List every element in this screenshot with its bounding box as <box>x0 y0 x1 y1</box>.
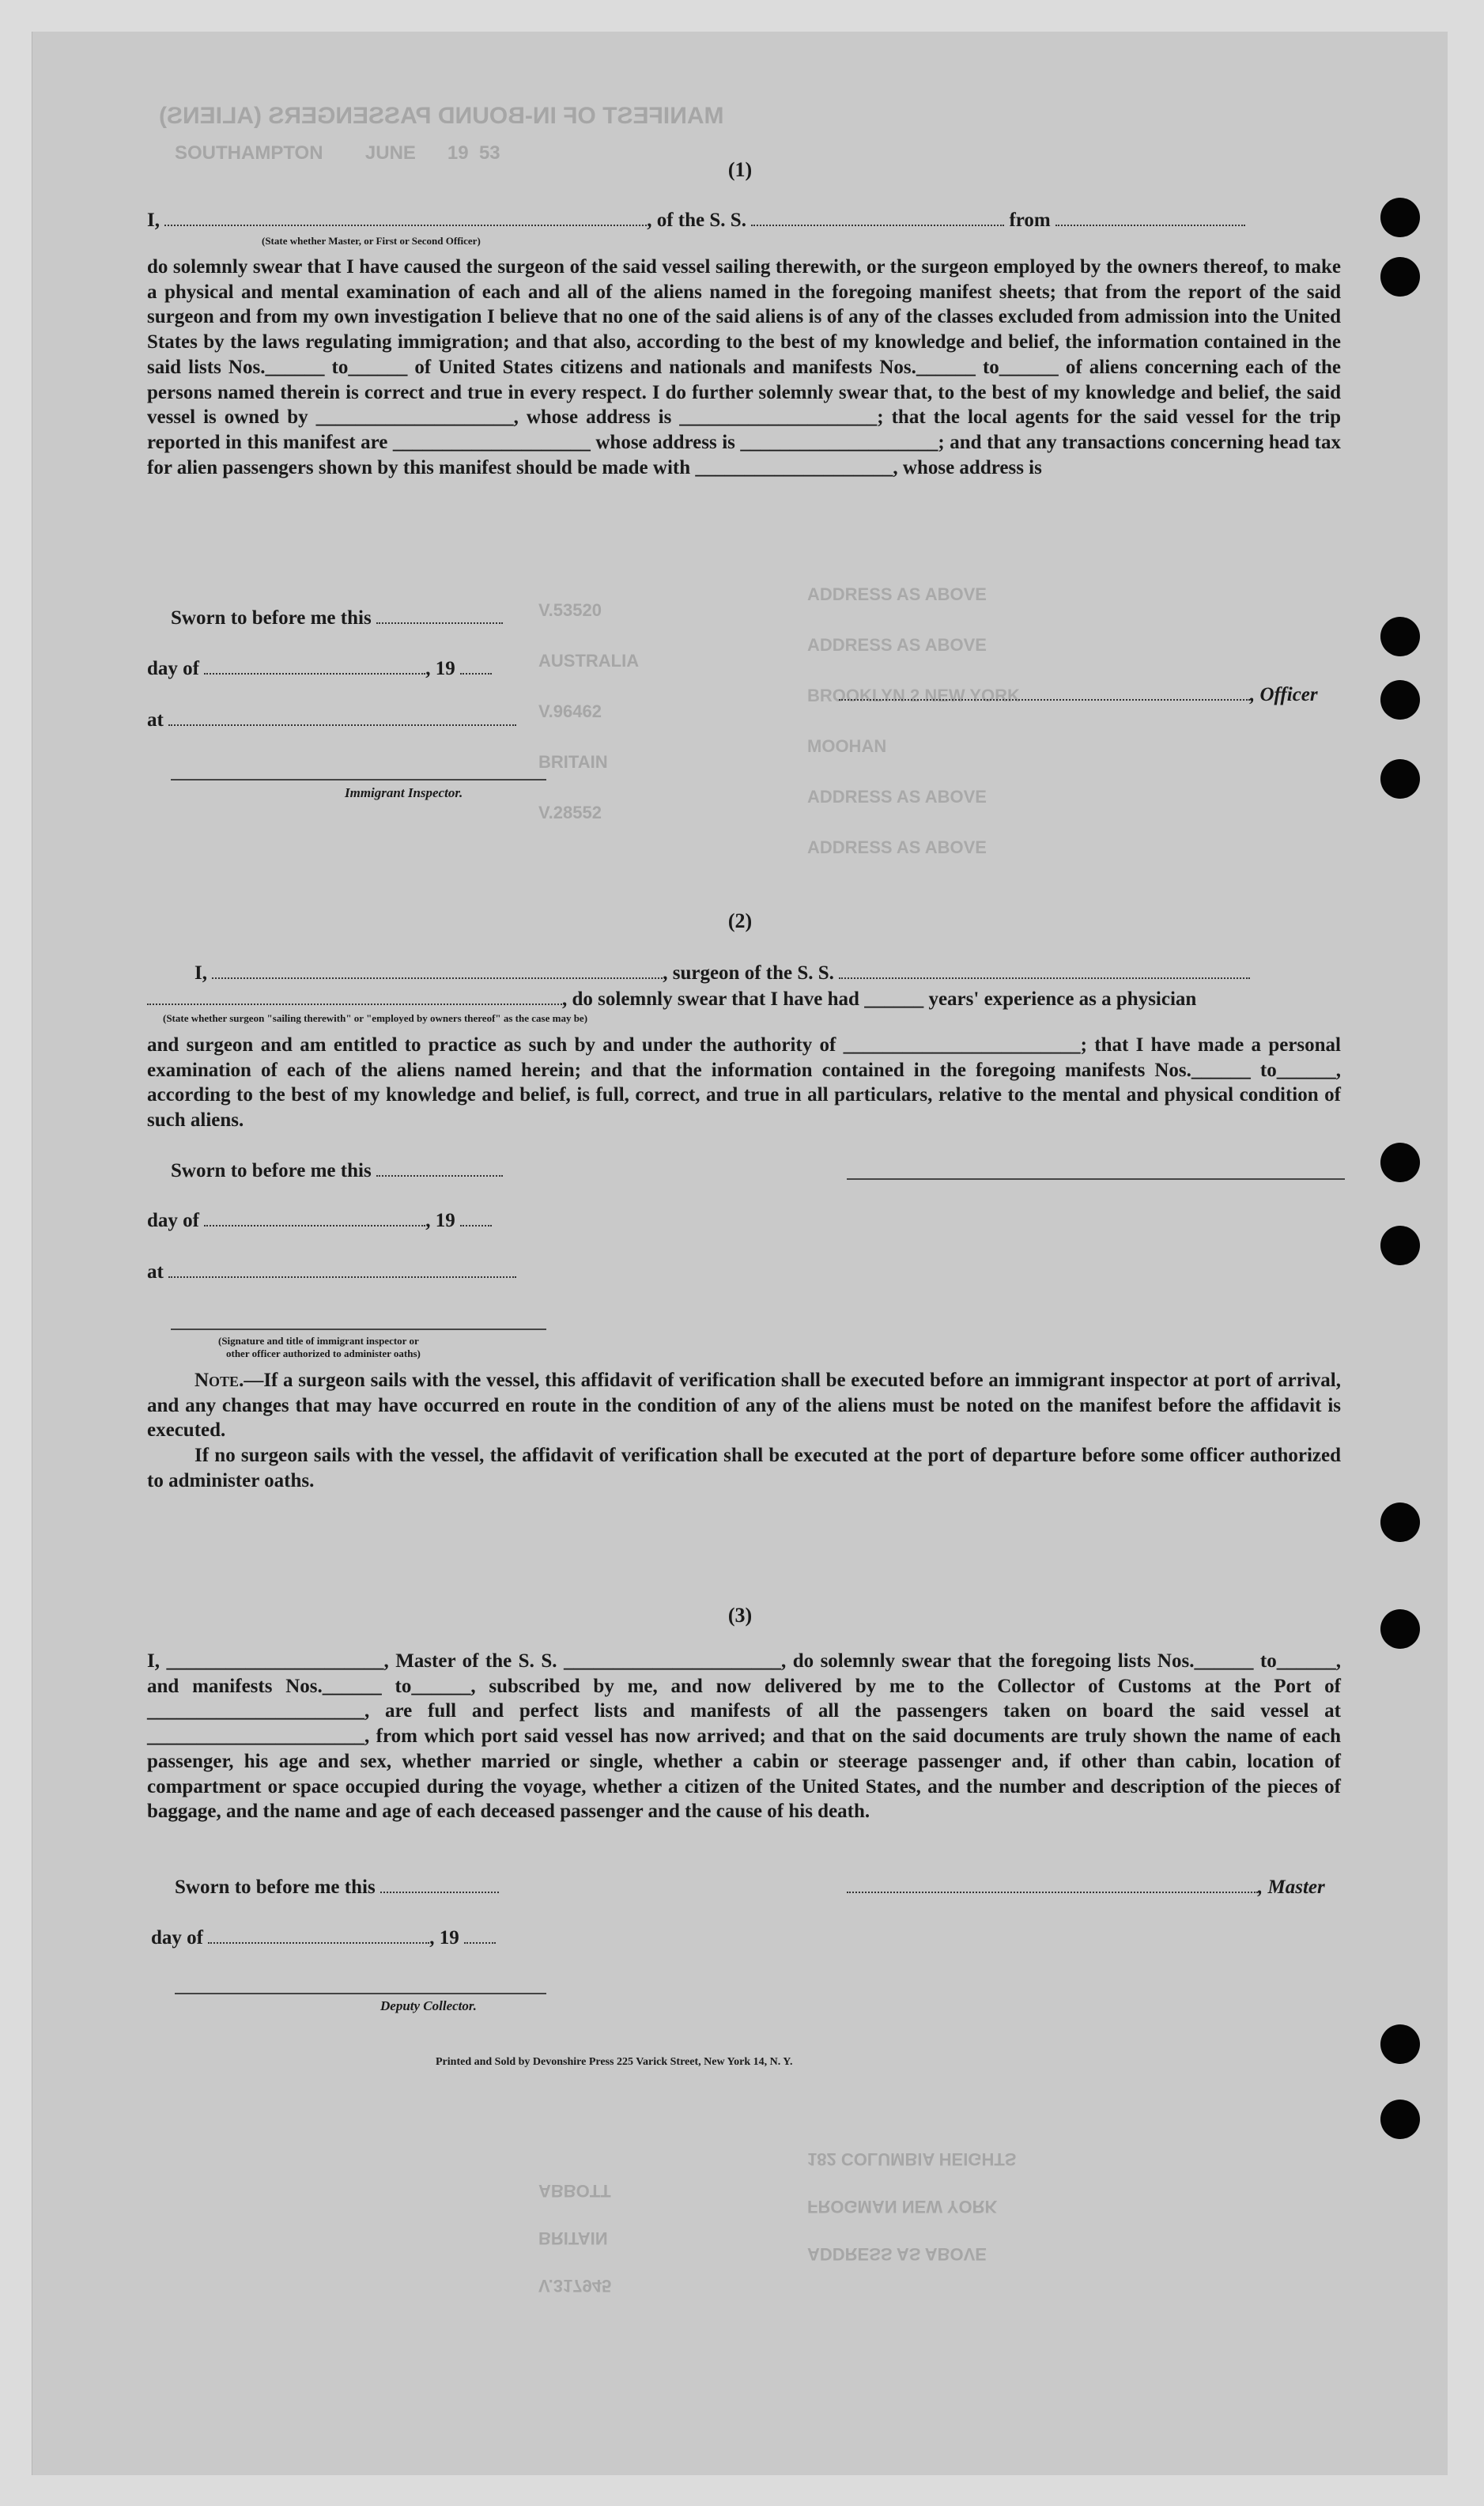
section-3-affidavit-text: I, ______________________, Master of the S. S. ______________________, do solemnly swear that the foregoing lists Nos.______ to______, and manifests Nos.______ to______, subscribed by me, and now delivered by me to the Collector of Customs at the Port of ______________________, are full and perfect lists and manifests of all the passengers taken on board the said vessel at ______________________, from which port said vessel has now arrived; and that on the said documents are truly shown the name of each passenger, his age and sex, whether married or single, whether a cabin or steerage passenger and, if other than cabin, location of compartment or space occupied during the voyage, whether a citizen of the United States, and the number and description of the pieces of baggage, and the name and age of each deceased passenger and the cause of his death. <box>147 1650 1341 1823</box>
section-3-day-line: day of , 19 <box>151 1927 496 1949</box>
from-port-blank <box>1055 224 1245 226</box>
note-paragraph-1: Note.—If a surgeon sails with the vessel, this affidavit of verification shall be executed before an immigrant inspector at port of arrival, and any changes that may have occurred en route in the condition of any of the aliens must be noted on the manifest before the affidavit is executed. <box>147 1370 1341 1442</box>
binder-hole <box>1380 1502 1420 1542</box>
master-signature-blank <box>847 1891 1258 1893</box>
immigrant-inspector-caption: Immigrant Inspector. <box>345 785 463 800</box>
sworn-date-blank-2 <box>376 1174 503 1177</box>
binder-hole <box>1380 1226 1420 1265</box>
deputy-collector-caption: Deputy Collector. <box>380 1998 477 2013</box>
binder-hole <box>1380 2100 1420 2139</box>
day-month-blank <box>204 672 425 675</box>
surgeon-status-blank <box>147 1003 562 1005</box>
bleed-through-column: ADDRESS AS ABOVE ADDRESS AS ABOVE BROOKLYN 2 NEW YORK MOOHAN ADDRESS AS ABOVE ADDRESS AS ABOVE <box>807 584 1020 857</box>
note-paragraph-2: If no surgeon sails with the vessel, the affidavit of verification shall be executed at the port of departure before some officer authorized to administer oaths. <box>147 1445 1341 1491</box>
bleed-through-bottom: V.317945 BRITAIN ABBOTT <box>538 2181 612 2296</box>
bleed-through-line-2: SOUTHAMPTON JUNE 19 53 <box>175 142 500 164</box>
section-1-number: (1) <box>727 158 753 181</box>
of-ss-label: , of the S. S. <box>647 210 746 231</box>
binder-hole <box>1380 1143 1420 1182</box>
place-blank-2 <box>168 1276 516 1278</box>
year-blank <box>460 672 492 675</box>
year-blank-2 <box>460 1224 492 1227</box>
section-2-opening-line: I, , surgeon of the S. S. <box>194 962 1250 985</box>
section-2-affidavit-text: and surgeon and am entitled to practice as such by and under the authority of ________________________; that I have made a personal examination of each of the aliens named herein; and that the information contained in the foregoing manifests Nos.______ to______, according to the best of my knowledge and belief, is full, correct, and true in all particulars, relative to the mental and physical condition of such aliens. <box>147 1034 1341 1132</box>
section-3-number: (3) <box>727 1604 753 1627</box>
day-month-blank-3 <box>208 1941 429 1944</box>
binder-hole <box>1380 617 1420 656</box>
surgeon-name-blank <box>212 977 663 979</box>
master-name-blank <box>164 224 647 226</box>
rank-caption: (State whether Master, or First or Second Officer) <box>262 235 481 247</box>
master-signature-line: , Master <box>847 1877 1325 1899</box>
binder-hole <box>1380 759 1420 799</box>
vessel-name-blank <box>751 224 1004 226</box>
officer-signature-line: , Officer <box>839 684 1318 706</box>
section-2-number: (2) <box>727 909 753 932</box>
surgeon-signature-line <box>847 1178 1345 1180</box>
surgeon-vessel-blank <box>839 977 1250 979</box>
binder-hole <box>1380 198 1420 237</box>
section-1-opening-line <box>147 210 1245 232</box>
sworn-date-blank-3 <box>380 1891 499 1893</box>
from-label: from <box>1009 210 1051 231</box>
bleed-through-bottom-2: ADDRESS AS ABOVE FROGMAN NEW YORK 182 COLUMBIA HEIGHTS <box>807 2149 1017 2264</box>
deputy-signature-line <box>175 1993 546 1994</box>
section-3-sworn-line: Sworn to before me this <box>175 1877 499 1899</box>
sworn-date-blank <box>376 622 503 624</box>
day-month-blank-2 <box>204 1224 425 1227</box>
printer-imprint: Printed and Sold by Devonshire Press 225 Varick Street, New York 14, N. Y. <box>436 2056 793 2068</box>
note-label: Note. <box>194 1370 244 1391</box>
inspector-signature-line-2 <box>171 1329 546 1330</box>
section-1-sworn-line: Sworn to before me this <box>171 607 503 629</box>
section-1-affidavit-text: do solemnly swear that I have caused the surgeon of the said vessel sailing therewith, or the surgeon employed by the owners thereof, to make a physical and mental examination of each and all of the aliens named in the foregoing manifest sheets; that from the report of the said surgeon and from my own investigation I believe that no one of the said aliens is of any of the classes excluded from admission into the United States by the laws regulating immigration; and that also, according to the best of my knowledge and belief, the information contained in the said lists Nos.______ to______ of United States citizens and nationals and manifests Nos.______ to______ of aliens concerning each of the persons named therein is correct and true in every respect. I do further solemnly swear that, to the best of my knowledge and belief, the said vessel is owned by ____________________, whose address is ____________________; that the local agents for the said vessel for the trip reported in this manifest are ____________________ whose address is ____________________; and that any transactions concerning head tax for alien passengers shown by this manifest should be made with ____________________, whose address is <box>147 256 1341 478</box>
section-2-day-line: day of , 19 <box>147 1210 492 1232</box>
section-2-at-line: at <box>147 1261 516 1283</box>
bleed-through-column-2: V.53520 AUSTRALIA V.96462 BRITAIN V.28552 <box>538 600 640 822</box>
binder-hole <box>1380 2024 1420 2064</box>
section-2-swear-line: , do solemnly swear that I have had ______ years' experience as a physician <box>147 988 1196 1011</box>
manifest-page <box>32 32 1448 2475</box>
place-blank <box>168 724 516 726</box>
section-1-at-line: at <box>147 709 516 731</box>
surgeon-status-caption: (State whether surgeon "sailing therewith" or "employed by owners thereof" as the case may be) <box>163 1012 588 1024</box>
section-2-sworn-line: Sworn to before me this <box>171 1160 503 1182</box>
inspector-signature-line <box>171 779 546 781</box>
binder-hole <box>1380 257 1420 297</box>
officer-signature-blank <box>839 698 1250 701</box>
section-1-day-line: day of , 19 <box>147 658 492 680</box>
binder-hole <box>1380 680 1420 720</box>
year-blank-3 <box>464 1941 496 1944</box>
opening-i: I, <box>147 210 160 231</box>
signature-caption-1: (Signature and title of immigrant inspector or <box>218 1335 419 1347</box>
bleed-through-header: MANIFEST OF IN-BOUND PASSENGERS (ALIENS) <box>159 103 724 129</box>
signature-caption-2: other officer authorized to administer oaths) <box>226 1347 421 1359</box>
